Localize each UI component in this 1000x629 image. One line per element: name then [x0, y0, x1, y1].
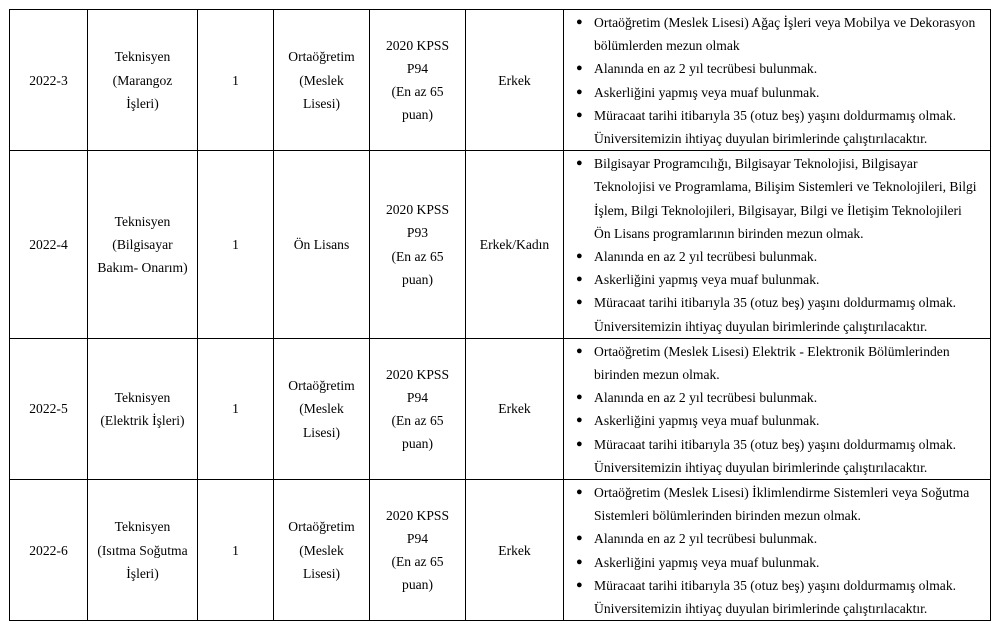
requirements-cell	[564, 151, 991, 339]
bullet-icon: ●	[576, 437, 583, 450]
requirement-line: bölümlerden mezun olmak	[594, 38, 740, 54]
position-code: 2022-6	[10, 480, 88, 621]
education-level	[274, 151, 370, 339]
education-level	[274, 480, 370, 621]
requirement-line: Ön Lisans programlarının birinden mezun olmak.	[594, 225, 864, 241]
requirement-line: birinden mezun olmak.	[594, 367, 720, 383]
list-item	[570, 574, 986, 597]
list-item	[570, 551, 986, 574]
assignment-note: Üniversitemizin ihtiyaç duyulan birimlerinde çalıştırılacaktır.	[594, 131, 928, 147]
position-title-line: Teknisyen	[114, 213, 171, 229]
kpss-score-line: puan)	[402, 107, 433, 123]
bullet-icon: ●	[576, 273, 583, 286]
position-title-line: Teknisyen	[114, 389, 171, 405]
position-title	[88, 480, 198, 621]
bullet-icon: ●	[576, 296, 583, 309]
education-level	[274, 338, 370, 479]
requirement-line: Alanında en az 2 yıl tecrübesi bulunmak.	[594, 531, 818, 547]
position-title-line: İşleri)	[126, 95, 159, 111]
kpss-score-line: (En az 65	[391, 412, 444, 428]
positions-table	[9, 9, 991, 621]
table-row	[10, 338, 991, 479]
requirement-line: İşlem, Bilgi Teknolojileri, Bilgisayar, Bilgi ve İletişim Teknolojileri	[594, 202, 962, 218]
requirements-cell	[564, 338, 991, 479]
list-item	[570, 81, 986, 104]
kpss-score	[370, 10, 466, 151]
gender: Erkek/Kadın	[466, 151, 564, 339]
position-title-line: (Bilgisayar	[112, 236, 173, 252]
position-title-line: İşleri)	[126, 565, 159, 581]
list-item	[570, 104, 986, 127]
education-level-line: (Meslek	[299, 542, 344, 558]
list-item	[570, 527, 986, 550]
position-code: 2022-4	[10, 151, 88, 339]
bullet-icon: ●	[576, 16, 583, 28]
kpss-score-line: 2020 KPSS	[385, 202, 450, 218]
requirements-cell	[564, 10, 991, 151]
bullet-icon: ●	[576, 108, 583, 121]
list-item	[570, 433, 986, 456]
list-item	[570, 57, 986, 80]
list-item	[570, 245, 986, 268]
bullet-icon: ●	[576, 555, 583, 568]
kpss-score-line: (En az 65	[391, 554, 444, 570]
education-level-line: Ortaöğretim	[288, 49, 355, 65]
requirement-line: Askerliğini yapmış veya muaf bulunmak.	[594, 84, 820, 100]
requirement-line: Bilgisayar Programcılığı, Bilgisayar Teknolojisi, Bilgisayar	[594, 156, 918, 172]
table-row	[10, 10, 991, 151]
kpss-score-line: (En az 65	[391, 248, 444, 264]
bullet-icon: ●	[576, 62, 583, 75]
kpss-score-line: P94	[406, 389, 429, 405]
position-title	[88, 151, 198, 339]
kpss-score-line: 2020 KPSS	[385, 507, 450, 523]
bullet-icon: ●	[576, 486, 583, 499]
list-item	[570, 409, 986, 432]
position-code: 2022-3	[10, 10, 88, 151]
requirement-line: Sistemleri bölümlerinden birinden mezun olmak.	[594, 508, 861, 524]
requirement-line: Teknolojisi ve Programlama, Bilişim Sistemleri ve Teknolojileri, Bilgi	[594, 179, 977, 195]
education-level-line: Lisesi)	[303, 95, 340, 111]
position-count: 1	[198, 151, 274, 339]
table-row	[10, 480, 991, 621]
kpss-score-line: P93	[406, 225, 429, 241]
position-title-line: (Marangoz	[112, 72, 173, 88]
kpss-score	[370, 338, 466, 479]
kpss-score-line: P94	[406, 60, 429, 76]
education-level-line: Ortaöğretim	[288, 378, 355, 394]
list-item	[570, 291, 986, 314]
position-count: 1	[198, 480, 274, 621]
bullet-icon: ●	[576, 532, 583, 545]
requirement-line: Askerliğini yapmış veya muaf bulunmak.	[594, 272, 820, 288]
kpss-score	[370, 480, 466, 621]
document-page	[9, 9, 990, 621]
position-count: 1	[198, 10, 274, 151]
kpss-score	[370, 151, 466, 339]
position-title	[88, 10, 198, 151]
requirement-line: Alanında en az 2 yıl tecrübesi bulunmak.	[594, 390, 818, 406]
list-item	[570, 152, 986, 245]
education-level-line: (Meslek	[299, 72, 344, 88]
requirement-line: Askerliğini yapmış veya muaf bulunmak.	[594, 413, 820, 429]
position-count: 1	[198, 338, 274, 479]
bullet-icon: ●	[576, 578, 583, 591]
kpss-score-line: P94	[406, 530, 429, 546]
requirements-list	[570, 340, 986, 456]
positions-table-body	[10, 10, 991, 621]
requirements-list	[570, 481, 986, 597]
kpss-score-line: puan)	[402, 436, 433, 452]
position-title-line: Bakım- Onarım)	[97, 260, 188, 276]
education-level-line: Ön Lisans	[293, 236, 350, 252]
requirement-line: Müracaat tarihi itibarıyla 35 (otuz beş) yaşını doldurmamış olmak.	[594, 295, 957, 311]
requirement-line: Askerliğini yapmış veya muaf bulunmak.	[594, 554, 820, 570]
table-row	[10, 151, 991, 339]
kpss-score-line: 2020 KPSS	[385, 366, 450, 382]
position-code: 2022-5	[10, 338, 88, 479]
kpss-score-line: puan)	[402, 271, 433, 287]
requirement-line: Müracaat tarihi itibarıyla 35 (otuz beş) yaşını doldurmamış olmak.	[594, 107, 957, 123]
assignment-note: Üniversitemizin ihtiyaç duyulan birimlerinde çalıştırılacaktır.	[594, 318, 928, 334]
education-level-line: Lisesi)	[303, 424, 340, 440]
kpss-score-line: (En az 65	[391, 84, 444, 100]
gender: Erkek	[466, 10, 564, 151]
position-title-line: Teknisyen	[114, 49, 171, 65]
bullet-icon: ●	[576, 344, 583, 357]
position-title-line: (Elektrik İşleri)	[100, 412, 185, 428]
education-level-line: (Meslek	[299, 401, 344, 417]
assignment-note: Üniversitemizin ihtiyaç duyulan birimlerinde çalıştırılacaktır.	[594, 459, 928, 475]
list-item	[570, 268, 986, 291]
requirements-list	[570, 152, 986, 314]
bullet-icon: ●	[576, 391, 583, 404]
list-item	[570, 340, 986, 386]
education-level	[274, 10, 370, 151]
requirement-line: Ortaöğretim (Meslek Lisesi) Ağaç İşleri veya Mobilya ve Dekorasyon	[594, 15, 976, 30]
list-item	[570, 11, 986, 57]
requirements-list	[570, 11, 986, 127]
position-title-line: Teknisyen	[114, 519, 171, 535]
bullet-icon: ●	[576, 414, 583, 427]
requirements-cell	[564, 480, 991, 621]
requirement-line: Müracaat tarihi itibarıyla 35 (otuz beş) yaşını doldurmamış olmak.	[594, 577, 957, 593]
kpss-score-line: 2020 KPSS	[385, 37, 450, 53]
requirement-line: Ortaöğretim (Meslek Lisesi) İklimlendirme Sistemleri veya Soğutma	[594, 485, 970, 501]
list-item	[570, 481, 986, 527]
position-title	[88, 338, 198, 479]
gender: Erkek	[466, 338, 564, 479]
requirement-line: Ortaöğretim (Meslek Lisesi) Elektrik - Elektronik Bölümlerinden	[594, 343, 950, 359]
bullet-icon: ●	[576, 250, 583, 263]
education-level-line: Ortaöğretim	[288, 519, 355, 535]
requirement-line: Alanında en az 2 yıl tecrübesi bulunmak.	[594, 249, 818, 265]
bullet-icon: ●	[576, 157, 583, 170]
requirement-line: Müracaat tarihi itibarıyla 35 (otuz beş) yaşını doldurmamış olmak.	[594, 436, 957, 452]
list-item	[570, 386, 986, 409]
position-title-line: (Isıtma Soğutma	[97, 542, 188, 558]
bullet-icon: ●	[576, 85, 583, 98]
education-level-line: Lisesi)	[303, 565, 340, 581]
kpss-score-line: puan)	[402, 577, 433, 593]
assignment-note: Üniversitemizin ihtiyaç duyulan birimlerinde çalıştırılacaktır.	[594, 601, 928, 617]
requirement-line: Alanında en az 2 yıl tecrübesi bulunmak.	[594, 61, 818, 77]
gender: Erkek	[466, 480, 564, 621]
